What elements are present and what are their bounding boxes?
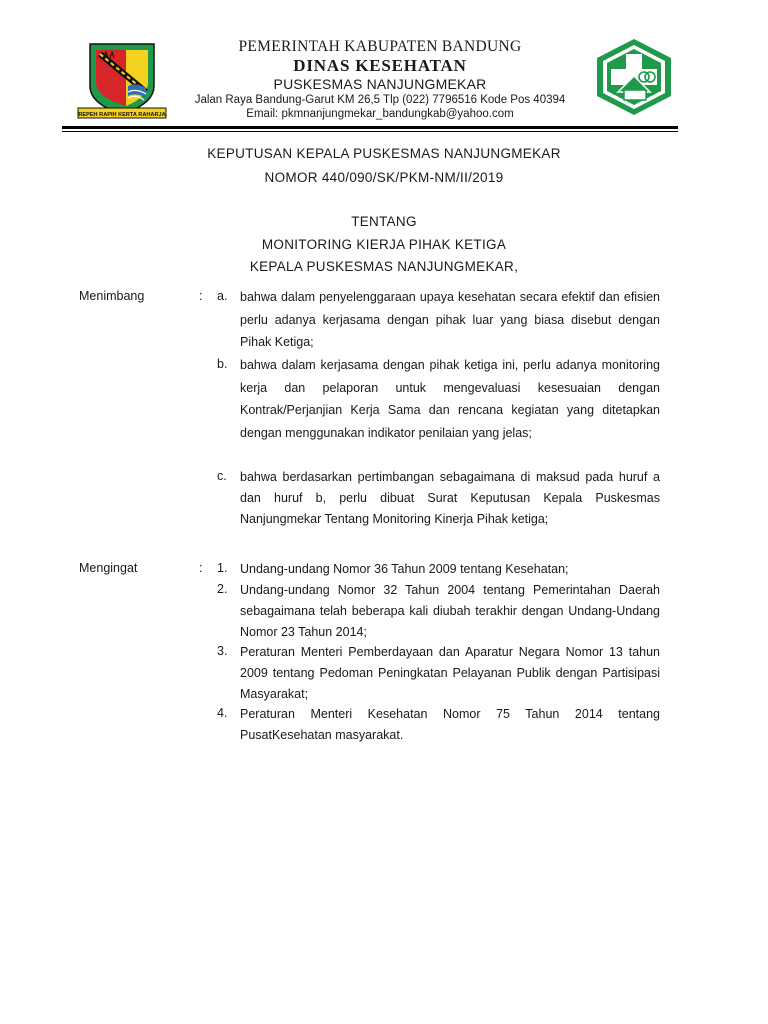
section-label-menimbang: Menimbang bbox=[79, 289, 145, 303]
list-marker: 1. bbox=[217, 561, 228, 575]
decree-title: KEPUTUSAN KEPALA PUSKESMAS NANJUNGMEKAR bbox=[207, 146, 561, 161]
letterhead-government: PEMERINTAH KABUPATEN BANDUNG bbox=[238, 38, 522, 55]
list-marker: c. bbox=[217, 469, 227, 483]
list-item: bahwa dalam penyelenggaraan upaya kesehatan secara efektif dan efisien perlu adanya kerjasama dengan pihak luar yang biasa disebut dengan Pihak Ketiga; bbox=[240, 290, 660, 349]
list-item: Undang-undang Nomor 36 Tahun 2009 tentang Kesehatan; bbox=[240, 562, 569, 576]
list-marker: 4. bbox=[217, 706, 228, 720]
letterhead bbox=[170, 38, 590, 121]
list-marker: 3. bbox=[217, 644, 228, 658]
bandung-regency-emblem-icon bbox=[74, 40, 170, 122]
decree-tentang: TENTANG bbox=[351, 214, 417, 229]
section-label-mengingat: Mengingat bbox=[79, 561, 138, 575]
decree-subject: MONITORING KIERJA PIHAK KETIGA bbox=[261, 237, 507, 252]
list-marker: a. bbox=[217, 289, 228, 303]
list-item: Undang-undang Nomor 32 Tahun 2004 tentang Pemerintahan Daerah sebagaimana telah beberapa kali diubah terakhir dengan Undang-Undang Nomor 23 Tahun 2014; bbox=[240, 583, 660, 639]
letterhead-puskesmas: PUSKESMAS NANJUNGMEKAR bbox=[273, 76, 487, 92]
puskesmas-cross-emblem-icon bbox=[594, 36, 674, 118]
letterhead-divider-thin bbox=[62, 131, 678, 132]
decree-signatory: KEPALA PUSKESMAS NANJUNGMEKAR, bbox=[249, 259, 519, 274]
letterhead-address: Jalan Raya Bandung-Garut KM 26,5 Tlp (022) 7796516 Kode Pos 40394 bbox=[194, 94, 566, 106]
list-item: Peraturan Menteri Kesehatan Nomor 75 Tahun 2014 tentang PusatKesehatan masyarakat. bbox=[240, 707, 660, 742]
list-item: bahwa berdasarkan pertimbangan sebagaimana di maksud pada huruf a dan huruf b, perlu dibuat Surat Keputusan Kepala Puskesmas Nanjungmekar Tentang Monitoring Kinerja Pihak ketiga; bbox=[240, 470, 660, 526]
list-marker: 2. bbox=[217, 582, 228, 596]
list-item: bahwa dalam kerjasama dengan pihak ketiga ini, perlu adanya monitoring kerja dan pelaporan untuk mengevaluasi kesesuaian dengan Kontrak/Perjanjian Kerja Sama dan rencana kegiatan yang ditetapkan dengan menggunakan indikator penilaian yang jelas; bbox=[240, 358, 660, 440]
decree-number: NOMOR 440/090/SK/PKM-NM/II/2019 bbox=[264, 170, 504, 185]
letterhead-agency: DINAS KESEHATAN bbox=[293, 56, 467, 75]
letterhead-divider-thick bbox=[62, 126, 678, 129]
list-item: Peraturan Menteri Pemberdayaan dan Aparatur Negara Nomor 13 tahun 2009 tentang Pedoman Peningkatan Pelayanan Publik dengan Partisipasi Masyarakat; bbox=[240, 645, 660, 701]
section-colon: : bbox=[199, 289, 203, 303]
letterhead-email: Email: pkmnanjungmekar_bandungkab@yahoo.com bbox=[246, 108, 514, 120]
section-colon: : bbox=[199, 561, 203, 575]
list-marker: b. bbox=[217, 357, 228, 371]
left-logo-motto: REPEH RAPIH KERTA RAHARJA bbox=[78, 112, 166, 118]
